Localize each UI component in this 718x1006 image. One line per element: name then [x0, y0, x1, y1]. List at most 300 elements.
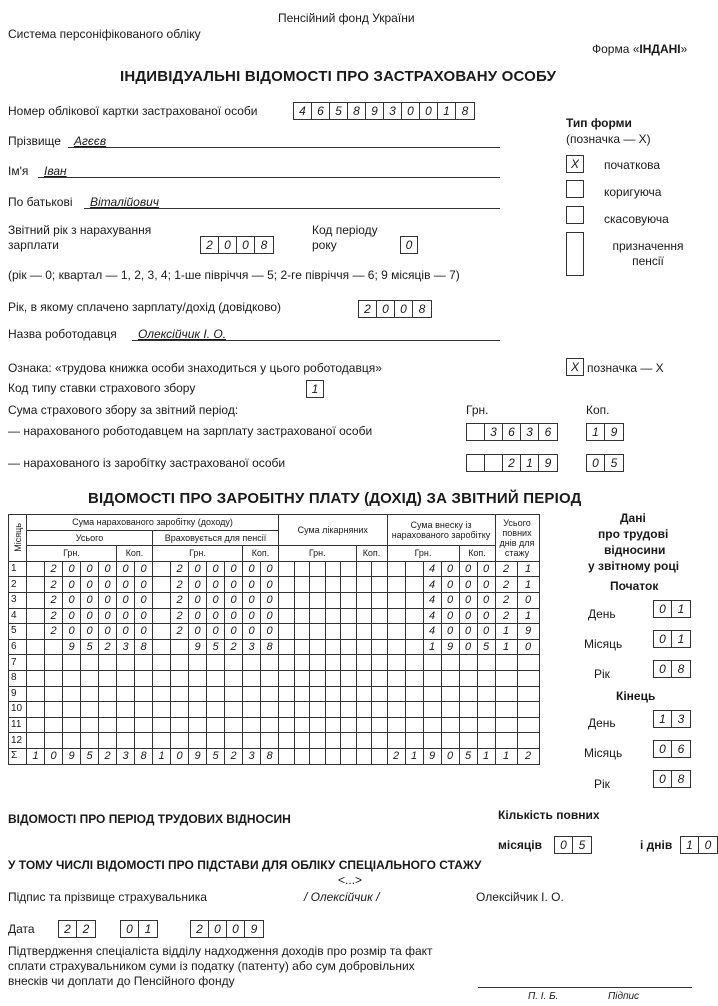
contrib-cell: [459, 686, 477, 702]
pension-cell: 3: [243, 748, 261, 764]
employer-value[interactable]: Олексійчик І. О.: [138, 327, 227, 341]
month-cell: 12: [9, 733, 27, 749]
sick-cell: [279, 639, 295, 655]
confirm-line-3: внесків чи доплати до Пенсійного фонду: [8, 974, 235, 988]
sick-kop-header: Коп.: [356, 546, 387, 562]
pension-cell: [171, 702, 189, 718]
contrib-cell: 4: [423, 592, 441, 608]
fee-kop-header: Коп.: [586, 403, 610, 417]
sick-cell: [310, 686, 326, 702]
digit-cell: 1: [654, 711, 672, 727]
digit-cell: 3: [677, 712, 685, 726]
sick-cell: [372, 592, 388, 608]
pension-cell: [225, 670, 243, 686]
digit-cell: 0: [654, 741, 672, 757]
sick-cell: [356, 639, 372, 655]
date-year-cells[interactable]: [190, 920, 264, 938]
total-cell: 0: [81, 577, 99, 593]
year-cells[interactable]: [200, 236, 274, 254]
fee-employer-grn-cells[interactable]: [466, 423, 558, 441]
days-cell: 1: [517, 561, 539, 577]
pension-cell: [171, 639, 189, 655]
month-cell: 5: [9, 624, 27, 640]
fee-grn-header: Грн.: [466, 403, 489, 417]
days-cell: [517, 733, 539, 749]
digit-cell: 0: [209, 921, 227, 937]
contrib-cell: 9: [441, 639, 459, 655]
digit-cell: 1: [438, 103, 456, 119]
rate-box[interactable]: 1: [306, 380, 324, 398]
total-cell: [63, 717, 81, 733]
digit-cell: 0: [237, 237, 255, 253]
digit-cell: 5: [578, 838, 586, 852]
days-cell: [517, 655, 539, 671]
pension-cell: [153, 702, 171, 718]
days-cell: [517, 686, 539, 702]
pension-cell: 0: [189, 577, 207, 593]
contrib-cell: [441, 686, 459, 702]
sick-cell: [294, 592, 310, 608]
month-cell: 4: [9, 608, 27, 624]
form-type-corrective-box[interactable]: [566, 180, 584, 198]
months-cells[interactable]: [554, 836, 592, 854]
pension-cell: [189, 655, 207, 671]
salary-table: [8, 514, 540, 765]
sick-cell: [310, 670, 326, 686]
days-cell: 2: [495, 561, 517, 577]
digit-cell: 6: [677, 742, 685, 756]
fee-person-kop-cells[interactable]: [586, 454, 624, 472]
days-cell: [495, 717, 517, 733]
total-cell: [81, 686, 99, 702]
sick-cell: [279, 624, 295, 640]
total-cell: [27, 592, 45, 608]
sick-cell: [341, 717, 357, 733]
pension-cell: 0: [225, 592, 243, 608]
total-cell: 2: [99, 748, 117, 764]
contrib-header: Сума внеску із нарахованого заробітку: [387, 515, 495, 546]
days-cells[interactable]: [680, 836, 718, 854]
signature-value[interactable]: / Олексійчик /: [304, 890, 380, 904]
contrib-cell: 4: [423, 577, 441, 593]
sick-cell: [294, 624, 310, 640]
pension-header: Враховується для пенсії: [153, 530, 279, 546]
total-cell: 0: [63, 592, 81, 608]
pension-cell: 0: [243, 624, 261, 640]
total-cell: [135, 733, 153, 749]
contrib-cell: 0: [441, 592, 459, 608]
pension-cell: [171, 655, 189, 671]
sick-cell: [279, 733, 295, 749]
form-name: ІНДАНІ: [639, 42, 681, 56]
pension-cell: [207, 670, 225, 686]
form-type-cancel-box[interactable]: [566, 206, 584, 224]
sick-cell: [310, 624, 326, 640]
days-cell: 1: [495, 748, 517, 764]
contrib-cell: [387, 561, 405, 577]
contrib-cell: 2: [387, 748, 405, 764]
contrib-cell: [423, 686, 441, 702]
year-label-1: Звітний рік з нарахування: [8, 223, 152, 237]
digit-cell: 2: [359, 301, 377, 317]
pension-cell: 8: [261, 639, 279, 655]
digit-cell: 1: [677, 602, 685, 616]
earnings-header: Сума нарахованого заробітку (доходу): [27, 515, 279, 531]
total-cell: 2: [45, 561, 63, 577]
sick-cell: [372, 686, 388, 702]
total-cell: 2: [45, 608, 63, 624]
sick-cell: [279, 686, 295, 702]
total-cell: [117, 686, 135, 702]
digit-cell: 9: [610, 425, 618, 439]
sick-cell: [279, 592, 295, 608]
sick-cell: [279, 561, 295, 577]
contrib-cell: 0: [459, 639, 477, 655]
pension-cell: [207, 686, 225, 702]
contrib-cell: 0: [477, 608, 495, 624]
total-cell: [117, 670, 135, 686]
pension-cell: 2: [171, 608, 189, 624]
digit-cell: 1: [677, 632, 685, 646]
contrib-cell: [387, 592, 405, 608]
total-cell: [117, 717, 135, 733]
sick-cell: [294, 748, 310, 764]
total-cell: [81, 733, 99, 749]
form-type-corrective-label: коригуюча: [604, 185, 662, 199]
pension-cell: [225, 686, 243, 702]
total-cell: 2: [45, 624, 63, 640]
pension-cell: [261, 733, 279, 749]
salary-header-row-1: [9, 515, 540, 531]
total-cell: [63, 733, 81, 749]
contrib-cell: [459, 670, 477, 686]
sick-cell: [325, 592, 341, 608]
contrib-cell: [387, 702, 405, 718]
table-row: [9, 748, 540, 764]
pension-cell: [189, 686, 207, 702]
total-cell: [45, 639, 63, 655]
pension-cell: 2: [171, 561, 189, 577]
full-months-label: Кількість повних: [498, 808, 600, 822]
total-cell: [117, 655, 135, 671]
pension-cell: [243, 686, 261, 702]
contrib-cell: [405, 655, 423, 671]
total-cell: [81, 655, 99, 671]
total-cell: [99, 686, 117, 702]
paid-year-cells[interactable]: [358, 300, 432, 318]
total-cell: [27, 702, 45, 718]
sick-cell: [325, 686, 341, 702]
sick-cell: [356, 561, 372, 577]
pension-kop-header: Коп.: [243, 546, 279, 562]
sick-cell: [372, 702, 388, 718]
salary-title: ВІДОМОСТІ ПРО ЗАРОБІТНУ ПЛАТУ (ДОХІД) ЗА ЗВІТНИЙ ПЕРІОД: [88, 490, 582, 507]
sick-cell: [325, 655, 341, 671]
sick-cell: [372, 670, 388, 686]
end-year-cells[interactable]: [653, 770, 691, 788]
digit-cell: 8: [677, 662, 685, 676]
total-cell: 3: [117, 639, 135, 655]
contrib-cell: 0: [477, 561, 495, 577]
digit-cell: 0: [219, 237, 237, 253]
total-cell: 0: [63, 608, 81, 624]
digit-cell: 8: [418, 302, 426, 316]
pension-cell: [243, 670, 261, 686]
end-day-cells[interactable]: [653, 710, 691, 728]
sick-cell: [294, 608, 310, 624]
pension-cell: 0: [189, 592, 207, 608]
fee-label: Сума страхового збору за звітний період:: [8, 403, 239, 417]
contrib-cell: [441, 670, 459, 686]
contrib-cell: [459, 702, 477, 718]
period-label-1: Код періоду: [312, 223, 378, 237]
total-cell: 0: [63, 624, 81, 640]
contrib-cell: [387, 639, 405, 655]
pib-label: П. І. Б.: [528, 991, 559, 1002]
contrib-cell: [441, 702, 459, 718]
month-cell: 2: [9, 577, 27, 593]
pension-cell: 0: [243, 592, 261, 608]
sick-cell: [294, 577, 310, 593]
total-cell: 0: [63, 561, 81, 577]
digit-cell: 5: [330, 103, 348, 119]
total-cell: [81, 702, 99, 718]
pension-grn-header: Грн.: [153, 546, 243, 562]
total-cell: [45, 733, 63, 749]
sick-cell: [279, 655, 295, 671]
total-cell: 0: [135, 577, 153, 593]
contrib-cell: [477, 655, 495, 671]
contrib-cell: [423, 733, 441, 749]
sick-cell: [372, 748, 388, 764]
pension-cell: 0: [207, 577, 225, 593]
days-cell: [495, 670, 517, 686]
total-cell: [27, 717, 45, 733]
contrib-kop-header: Коп.: [459, 546, 495, 562]
salary-header-row-3: [9, 546, 540, 562]
total-cell: 5: [81, 748, 99, 764]
sick-cell: [325, 577, 341, 593]
digit-cell: 0: [704, 838, 712, 852]
pension-cell: 0: [261, 561, 279, 577]
total-cell: [99, 702, 117, 718]
pension-cell: 0: [207, 561, 225, 577]
period-title: ВІДОМОСТІ ПРО ПЕРІОД ТРУДОВИХ ВІДНОСИН: [8, 812, 291, 826]
fee-employer-kop-cells[interactable]: [586, 423, 624, 441]
form-type-pension-box[interactable]: [566, 232, 584, 276]
contrib-cell: 5: [477, 639, 495, 655]
total-cell: 2: [45, 577, 63, 593]
sick-header: Сума лікарняних: [279, 515, 388, 546]
digit-cell: 9: [250, 922, 258, 936]
confirm-line-1: Підтвердження спеціаліста відділу надходження доходів про розмір та факт: [8, 944, 433, 958]
date-month-cells[interactable]: [120, 920, 158, 938]
total-cell: [135, 670, 153, 686]
contrib-cell: [477, 702, 495, 718]
start-day-label: День: [588, 607, 616, 621]
total-cell: [27, 608, 45, 624]
form-type-pension-label: призначення пенсії: [612, 239, 684, 268]
start-month-cells[interactable]: [653, 630, 691, 648]
labor-title-4: у звітному році: [588, 559, 680, 573]
pension-cell: 0: [207, 592, 225, 608]
sick-cell: [372, 624, 388, 640]
digit-cell: 2: [201, 237, 219, 253]
digit-cell: 0: [395, 301, 413, 317]
sick-cell: [310, 702, 326, 718]
sick-cell: [325, 624, 341, 640]
total-cell: 0: [81, 561, 99, 577]
rate-label: Код типу ставки страхового збору: [8, 381, 196, 395]
contrib-cell: [405, 717, 423, 733]
total-cell: 0: [135, 561, 153, 577]
card-label: Номер облікової картки застрахованої особи: [8, 104, 258, 118]
pension-cell: [153, 608, 171, 624]
pension-cell: 0: [261, 624, 279, 640]
pension-cell: [171, 717, 189, 733]
digit-cell: 1: [681, 837, 699, 853]
contrib-cell: [405, 561, 423, 577]
total-cell: 8: [135, 639, 153, 655]
pension-cell: [189, 670, 207, 686]
fee-person-label: — нарахованого із заробітку застрахованої особи: [8, 456, 286, 470]
digit-cell: 0: [654, 631, 672, 647]
pension-cell: [189, 733, 207, 749]
period-label-2: року: [312, 238, 337, 252]
fee-person-grn-cells[interactable]: [466, 454, 558, 472]
form-type-initial-box[interactable]: X: [566, 155, 584, 173]
pension-cell: [153, 592, 171, 608]
total-cell: [99, 717, 117, 733]
sign-caption: Підпис: [608, 991, 640, 1002]
date-day-cells[interactable]: [58, 920, 96, 938]
end-month-cells[interactable]: [653, 740, 691, 758]
pension-cell: [153, 639, 171, 655]
contrib-cell: [387, 686, 405, 702]
total-cell: 0: [135, 592, 153, 608]
pension-cell: 0: [171, 748, 189, 764]
patronymic-value[interactable]: Віталійович: [90, 195, 159, 209]
month-cell: 1: [9, 561, 27, 577]
sick-cell: [356, 733, 372, 749]
digit-cell: 8: [260, 238, 268, 252]
pension-cell: 0: [225, 577, 243, 593]
pension-cell: [153, 655, 171, 671]
total-cell: 1: [27, 748, 45, 764]
labor-end-label: Кінець: [616, 689, 656, 703]
surname-label: Прізвище: [8, 134, 61, 148]
sick-cell: [294, 655, 310, 671]
contrib-cell: 0: [459, 624, 477, 640]
card-number-cells[interactable]: [293, 102, 475, 120]
pension-cell: [243, 717, 261, 733]
total-cell: 0: [99, 608, 117, 624]
start-day-cells[interactable]: [653, 600, 691, 618]
sick-cell: [294, 639, 310, 655]
start-month-label: Місяць: [584, 637, 623, 651]
contrib-cell: 4: [423, 624, 441, 640]
sick-cell: [294, 670, 310, 686]
sick-cell: [294, 561, 310, 577]
pension-cell: [207, 717, 225, 733]
sick-cell: [341, 670, 357, 686]
name-value[interactable]: Іван: [44, 164, 67, 178]
days-cell: [495, 733, 517, 749]
contrib-cell: 1: [405, 748, 423, 764]
sick-cell: [294, 702, 310, 718]
digit-cell: 6: [544, 425, 552, 439]
digit-cell: 3: [485, 424, 503, 440]
start-year-cells[interactable]: [653, 660, 691, 678]
total-cell: [135, 686, 153, 702]
org-name: Пенсійний фонд України: [278, 11, 415, 25]
contrib-cell: 0: [459, 608, 477, 624]
digit-cell: 1: [587, 424, 605, 440]
pension-cell: 0: [225, 561, 243, 577]
days-cell: 1: [495, 639, 517, 655]
digit-cell: 8: [677, 772, 685, 786]
period-code-box[interactable]: 0: [400, 236, 418, 254]
signer-name: Олексійчик І. О.: [476, 890, 564, 904]
total-cell: [135, 702, 153, 718]
digit-cell: 0: [654, 601, 672, 617]
labor-book-box[interactable]: X: [566, 358, 584, 376]
table-row: [9, 733, 540, 749]
sick-cell: [341, 608, 357, 624]
sick-cell: [310, 748, 326, 764]
total-cell: [27, 733, 45, 749]
sick-cell: [325, 702, 341, 718]
pension-cell: 8: [261, 748, 279, 764]
contrib-cell: 0: [441, 748, 459, 764]
total-cell: 0: [117, 624, 135, 640]
sick-cell: [310, 608, 326, 624]
total-cell: [27, 577, 45, 593]
pension-cell: 0: [243, 561, 261, 577]
table-row: [9, 702, 540, 718]
fee-employer-label: — нарахованого роботодавцем на зарплату застрахованої особи: [8, 424, 373, 438]
total-cell: [99, 733, 117, 749]
contrib-cell: 0: [441, 624, 459, 640]
table-row: [9, 592, 540, 608]
form-type-initial-label: початкова: [604, 158, 661, 172]
sick-cell: [356, 702, 372, 718]
sick-cell: [310, 639, 326, 655]
pension-cell: 0: [207, 608, 225, 624]
contrib-cell: 0: [459, 577, 477, 593]
sick-cell: [325, 561, 341, 577]
contrib-cell: 0: [477, 577, 495, 593]
contrib-cell: 0: [441, 608, 459, 624]
days-cell: 9: [517, 624, 539, 640]
contrib-cell: [477, 686, 495, 702]
total-cell: 9: [63, 639, 81, 655]
pension-cell: 3: [243, 639, 261, 655]
sick-cell: [341, 577, 357, 593]
sick-cell: [372, 655, 388, 671]
contrib-cell: [405, 639, 423, 655]
table-row: [9, 608, 540, 624]
year-label-2: зарплати: [8, 238, 59, 252]
pension-cell: [225, 702, 243, 718]
table-row: [9, 717, 540, 733]
surname-value[interactable]: Агєєв: [74, 134, 107, 148]
employer-label: Назва роботодавця: [8, 327, 117, 341]
days-cell: [517, 717, 539, 733]
sick-cell: [341, 748, 357, 764]
digit-cell: 0: [377, 301, 395, 317]
sick-cell: [310, 561, 326, 577]
